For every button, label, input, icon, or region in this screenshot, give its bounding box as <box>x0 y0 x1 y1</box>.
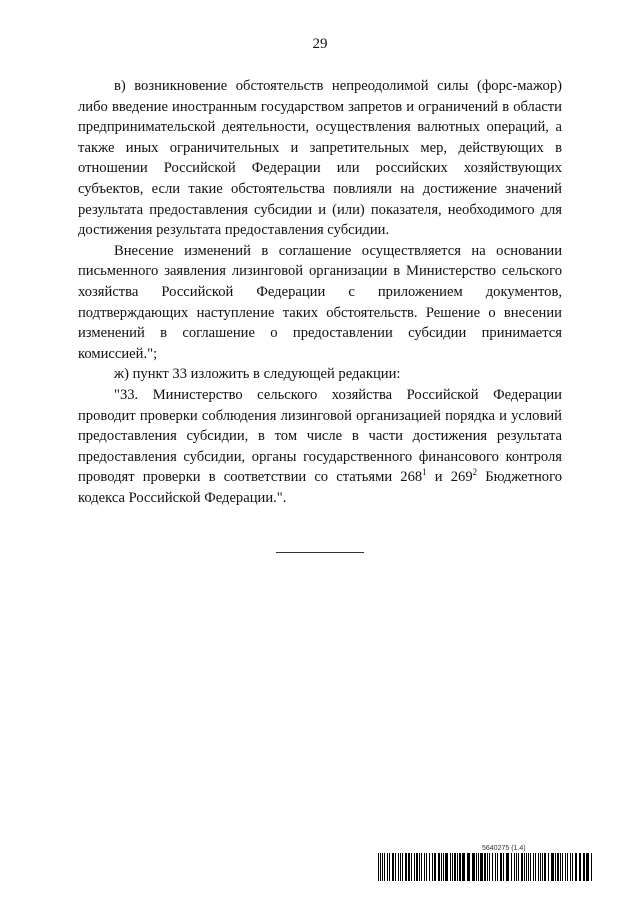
barcode-icon <box>378 853 592 881</box>
document-code: 5640275 (1.4) <box>482 845 526 852</box>
page-number: 29 <box>312 36 328 52</box>
item-33-text: "33. Министерство сельского хозяйства Российской Федерации проводит проверки соблюдения лизинговой организацией порядка и условий предоставления субсидии, в том числе в части достижения результата предоставления субсидии, органы государственного финансового контроля проводят проверки в соответствии со статьями 268 <box>78 386 562 486</box>
paragraph-amendment: Внесение изменений в соглашение осуществляется на основании письменного заявления лизинговой организации в Министерство сельского хозяйства Российской Федерации с приложением документов, подтверждающих наступление таких обстоятельств. Решение о внесении изменений в соглашение о предоставлении субсидии принимается комиссией."; <box>78 242 562 362</box>
body-text <box>78 76 562 508</box>
superscript-2: 2 <box>472 467 478 478</box>
separator-line <box>276 552 364 553</box>
paragraph-item-zh: ж) пункт 33 изложить в следующей редакции: <box>114 366 401 383</box>
paragraph-item-33 <box>78 385 562 509</box>
paragraph-force-majeure: в) возникновение обстоятельств непреодолимой силы (форс-мажор) либо введение иностранным государством запретов и ограничений в области предпринимательской деятельности, осуществления валютных операций, а также иных ограничительных и запретительных мер, действующих в отношении Российской Федерации или российских хозяйствующих субъектов, если такие обстоятельства повлияли на достижение значений результата предоставления субсидии и (или) показателя, необходимого для достижения результата предоставления субсидии. <box>78 78 562 239</box>
item-33-end: Бюджетного кодекса Российской Федерации.". <box>78 469 562 506</box>
superscript-1: 1 <box>422 467 427 478</box>
item-33-middle: и 269 <box>426 469 473 486</box>
